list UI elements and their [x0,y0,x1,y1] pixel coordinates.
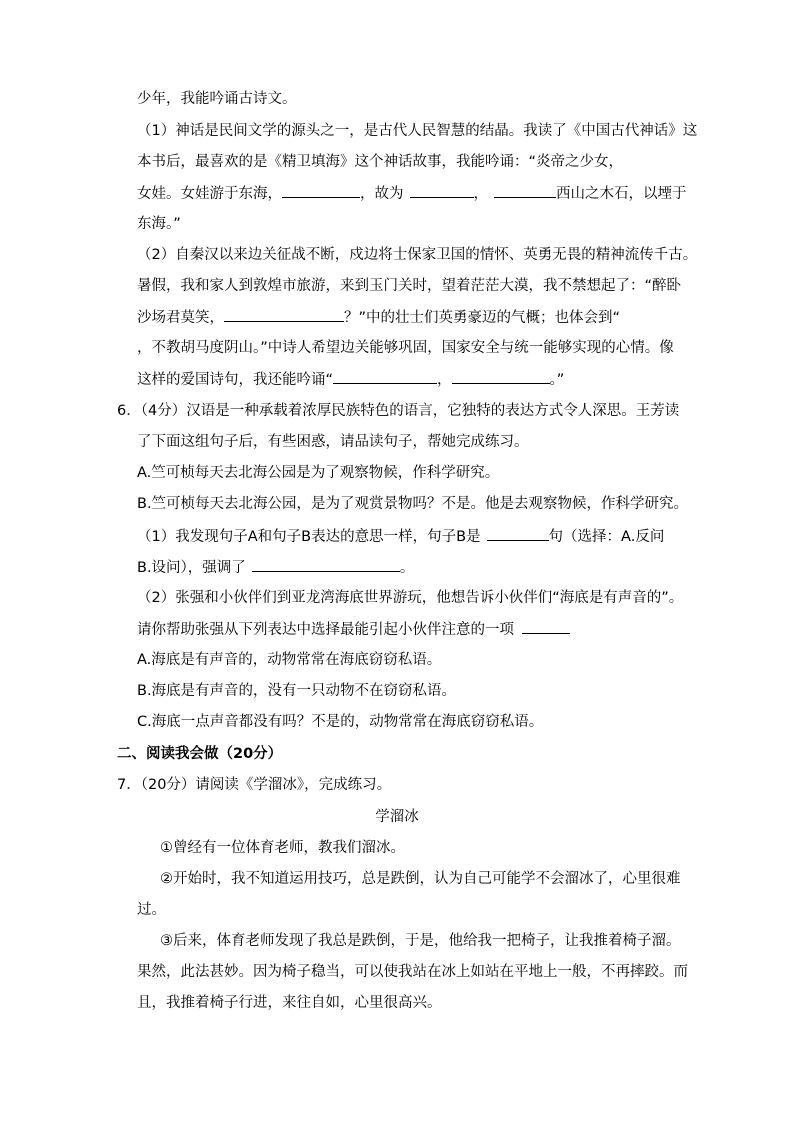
q6-part2-line-1: （2）张强和小伙伴们到亚龙湾海底世界游玩，他想告诉小伙伴们“海底是有声音的”。 [137,590,684,606]
q6-sentence-b: B.竺可桢每天去北海公园，是为了观赏景物吗？不是。他是去观察物候，作科学研究。 [137,496,689,512]
q5-2-line-5 [137,369,564,390]
q5-2-text-e: 。” [549,372,565,388]
q6-part2-text: 请你帮助张强从下列表达中选择最能引起小伙伴注意的一项 [137,622,514,638]
q6-part2-line-2 [137,619,570,640]
q6-part1-text-d: 。 [399,560,415,576]
answer-blank-6[interactable] [452,369,550,384]
q7-line-1: 7．（20分）请阅读《学溜冰》，完成练习。 [117,777,392,793]
q6-option-c: C.海底一点声音都没有吗？不是的，动物常常在海底窃窃私语。 [137,714,544,730]
passage-paragraph-2-line-1: ②开始时，我不知道运用技巧，总是跌倒，认为自己可能学不会溜冰了，心里很难 [160,871,681,887]
q6-part1-text-c: B.设问），强调了 [137,560,246,576]
passage-paragraph-3-line-1: ③后来，体育老师发现了我总是跌倒，于是，他给我一把椅子，让我推着椅子溜。 [160,933,681,949]
answer-blank-5[interactable] [333,369,437,384]
q5-2-line-3 [137,307,620,328]
answer-blank-1[interactable] [282,183,360,198]
q5-1-line-4: 东海。” [137,216,181,232]
q5-2-line-2: 暑假，我和家人到敦煌市旅游，来到玉门关时，望着茫茫大漠，我不禁想起了：“醉卧 [137,278,682,294]
q5-2-text-a: 沙场君莫笑， [137,310,224,326]
q6-part1-line-2 [137,557,414,578]
answer-blank-3[interactable] [494,183,556,198]
q5-1-text-c: ， [473,186,488,202]
q5-2-text-c: 这样的爱国诗句，我还能吟诵“ [137,372,334,388]
passage-paragraph-2-line-2: 过。 [137,902,166,918]
q5-1-text-a: 女娃。女娃游于东海， [137,186,282,202]
passage-paragraph-1: ①曾经有一位体育老师，教我们溜冰。 [160,840,405,856]
intro-line: 少年，我能吟诵古诗文。 [137,91,297,107]
q6-line-1: 6．（4分）汉语是一种承载着浓厚民族特色的语言，它独特的表达方式令人深思。王芳读 [117,403,680,419]
q6-part1-text-a: （1）我发现句子A和句子B表达的意思一样，句子B是 [137,529,481,545]
q5-2-line-4: ，不教胡马度阴山。”中诗人希望边关能够巩固，国家安全与统一能够实现的心情。像 [137,340,674,356]
q5-1-line-3 [137,183,687,204]
q5-2-text-d: ， [437,372,452,388]
answer-blank-9[interactable] [522,619,570,634]
q5-2-line-1: （2）自秦汉以来边关征战不断，戍边将士保家卫国的情怀、英勇无畏的精神流传千古。 [137,247,698,263]
passage-title: 学溜冰 [375,809,419,825]
answer-blank-8[interactable] [252,557,400,572]
q5-1-line-2: 本书后，最喜欢的是《精卫填海》这个神话故事，我能吟诵：“炎帝之少女， [137,154,624,170]
passage-paragraph-3-line-3: 且，我推着椅子行进，来往自如，心里很高兴。 [137,995,442,1011]
answer-blank-7[interactable] [487,526,549,541]
q6-sentence-a: A.竺可桢每天去北海公园是为了观察物候，作科学研究。 [137,465,500,481]
answer-blank-2[interactable] [410,183,474,198]
q5-1-line-1: （1）神话是民间文学的源头之一，是古代人民智慧的结晶。我读了《中国古代神话》这 [137,123,698,139]
answer-blank-4[interactable] [224,307,344,322]
section-2-heading: 二、阅读我会做（20分） [117,746,283,762]
q6-option-b: B.海底是有声音的，没有一只动物不在窃窃私语。 [137,683,457,699]
q6-part1-line-1 [137,526,664,547]
q5-2-text-b: ？”中的壮士们英勇豪迈的气概；也体会到“ [344,310,621,326]
q6-option-a: A.海底是有声音的，动物常常在海底窃窃私语。 [137,652,442,668]
q6-part1-text-b: 句（选择：A.反问 [548,529,665,545]
q5-1-text-d: 西山之木石，以堙于 [556,186,687,202]
q5-1-text-b: ，故为 [360,186,404,202]
passage-paragraph-3-line-2: 果然，此法甚妙。因为椅子稳当，可以使我站在冰上如站在平地上一般，不再摔跤。而 [137,964,688,980]
q6-line-2: 了下面这组句子后，有些困惑，请品读句子，帮她完成练习。 [137,434,529,450]
